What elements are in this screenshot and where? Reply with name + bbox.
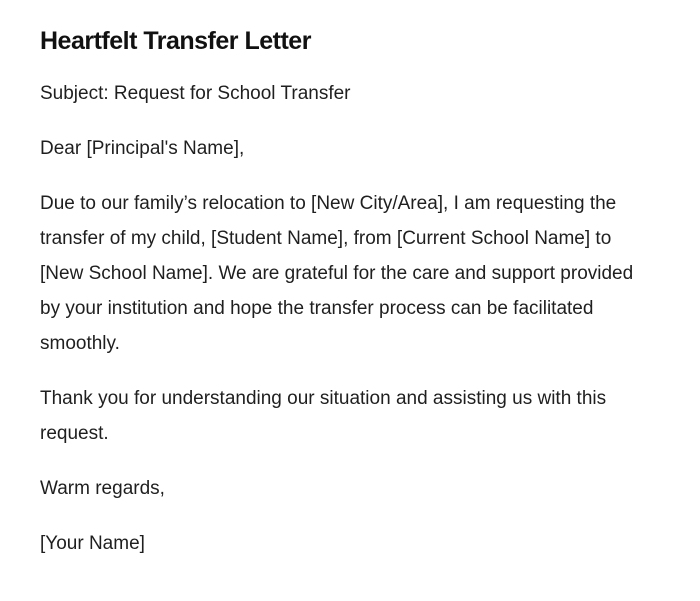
letter-title: Heartfelt Transfer Letter: [40, 27, 311, 55]
letter-body-paragraph: Due to our family’s relocation to [New City/Area], I am requesting the transfer of my child, [Student Name], from [Current School Name] to [New School Name]. We are grateful for the care and support provided by your institution and hope the transfer process can be facilitated smoothly.: [40, 193, 634, 354]
letter-closing: Warm regards,: [40, 478, 165, 499]
letter-salutation: Dear [Principal's Name],: [40, 138, 245, 159]
letter-subject: Subject: Request for School Transfer: [40, 83, 351, 104]
letter-signature: [Your Name]: [40, 533, 145, 554]
letter-body-paragraph: Thank you for understanding our situation and assisting us with this request.: [40, 388, 607, 444]
